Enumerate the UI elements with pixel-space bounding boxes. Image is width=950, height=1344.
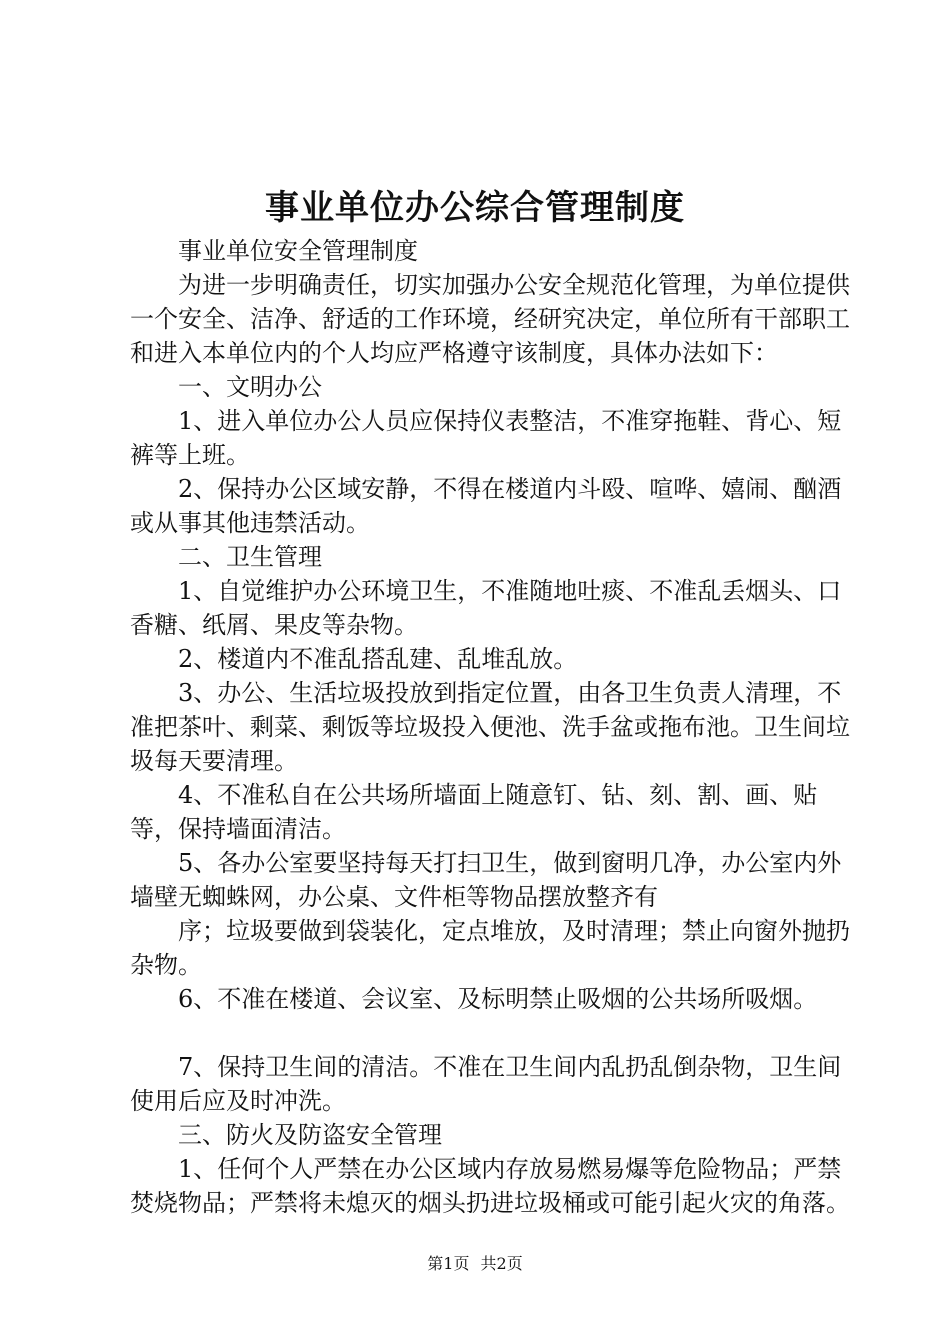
paragraph-subtitle: 事业单位安全管理制度 <box>178 237 418 265</box>
blank-line <box>130 1016 850 1050</box>
page-total: 共2页 <box>480 1254 523 1273</box>
list-item: 7、保持卫生间的清洁。不准在卫生间内乱扔乱倒杂物，卫生间使用后应及时冲洗。 <box>130 1053 842 1115</box>
list-item: 2、楼道内不准乱搭乱建、乱堆乱放。 <box>178 645 578 673</box>
section-heading-civilized-office: 一、文明办公 <box>178 373 322 401</box>
document-title: 事业单位办公综合管理制度 <box>265 188 685 228</box>
section-heading-fire-theft: 三、防火及防盗安全管理 <box>178 1121 442 1149</box>
list-item: 1、任何个人严禁在办公区域内存放易燃易爆等危险物品；严禁焚烧物品；严禁将未熄灭的烟头扔进垃圾桶或可能引起火灾的角落。 <box>130 1155 850 1217</box>
list-item: 4、不准私自在公共场所墙面上随意钉、钻、刻、割、画、贴等，保持墙面清洁。 <box>130 781 818 843</box>
list-item: 3、办公、生活垃圾投放到指定位置，由各卫生负责人清理，不准把茶叶、剩菜、剩饭等垃圾投入便池、洗手盆或拖布池。卫生间垃圾每天要清理。 <box>130 679 850 775</box>
list-item: 5、各办公室要坚持每天打扫卫生，做到窗明几净，办公室内外墙壁无蜘蛛网，办公桌、文件柜等物品摆放整齐有 <box>130 849 842 911</box>
list-item: 2、保持办公区域安静，不得在楼道内斗殴、喧哗、嬉闹、酗酒或从事其他违禁活动。 <box>130 475 842 537</box>
list-item: 1、自觉维护办公环境卫生，不准随地吐痰、不准乱丢烟头、口香糖、纸屑、果皮等杂物。 <box>130 577 842 639</box>
section-heading-hygiene: 二、卫生管理 <box>178 543 322 571</box>
page-number: 第1页 <box>427 1254 470 1273</box>
page-footer <box>0 1254 950 1274</box>
list-item: 1、进入单位办公人员应保持仪表整洁，不准穿拖鞋、背心、短裤等上班。 <box>130 407 842 469</box>
paragraph-intro: 为进一步明确责任，切实加强办公安全规范化管理，为单位提供一个安全、洁净、舒适的工作环境，经研究决定，单位所有干部职工和进入本单位内的个人均应严格遵守该制度，具体办法如下： <box>130 271 850 367</box>
list-item: 6、不准在楼道、会议室、及标明禁止吸烟的公共场所吸烟。 <box>178 985 818 1013</box>
list-item-continuation: 序；垃圾要做到袋装化，定点堆放，及时清理；禁止向窗外抛扔杂物。 <box>130 917 850 979</box>
document-body <box>130 234 850 1220</box>
